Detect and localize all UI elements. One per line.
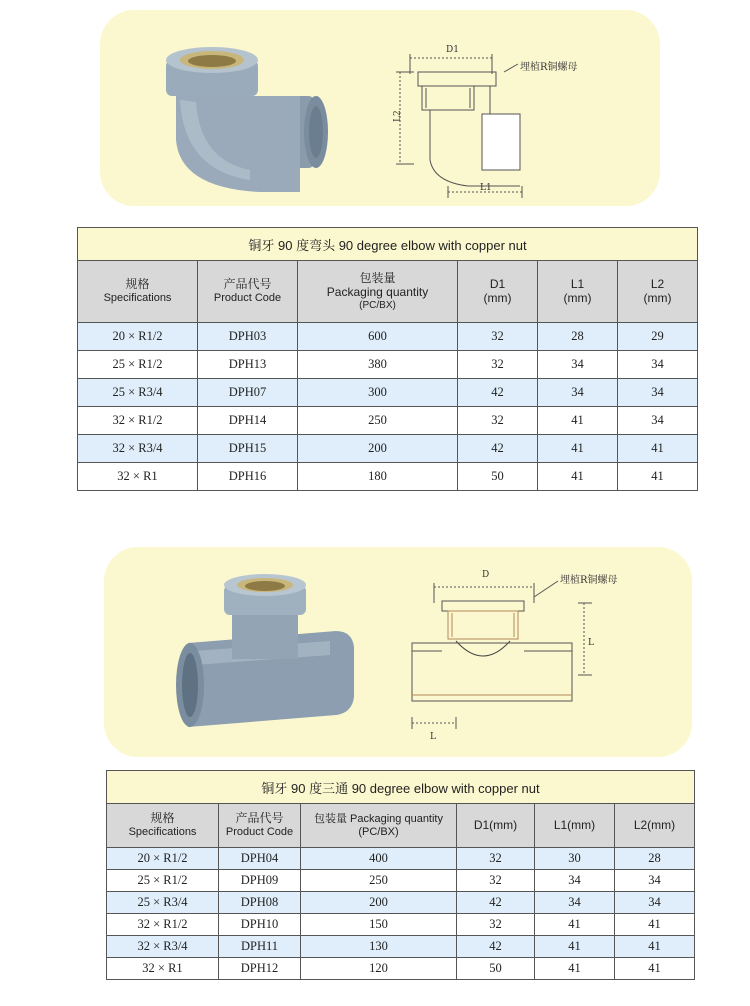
elbow-table-row <box>78 351 698 379</box>
tee-dim-l2: L <box>588 638 594 648</box>
tee-table-row <box>107 892 695 914</box>
elbow-cell-l2: 41 <box>618 463 698 491</box>
tee-cell-l1: 34 <box>535 892 615 914</box>
tee-cell-qty: 130 <box>301 936 457 958</box>
elbow-cell-qty: 200 <box>298 435 458 463</box>
elbow-cell-d1: 42 <box>458 435 538 463</box>
elbow-cell-spec: 25 × R3/4 <box>78 379 198 407</box>
tee-header-spec: 规格 Specifications <box>107 804 219 848</box>
elbow-table-row <box>78 407 698 435</box>
tee-cell-spec: 20 × R1/2 <box>107 848 219 870</box>
elbow-cell-spec: 25 × R1/2 <box>78 351 198 379</box>
tee-cell-code: DPH04 <box>219 848 301 870</box>
tee-cell-d1: 32 <box>457 914 535 936</box>
tee-header-l1: L1(mm) <box>535 804 615 848</box>
elbow-cell-spec: 32 × R1/2 <box>78 407 198 435</box>
elbow-cell-code: DPH16 <box>198 463 298 491</box>
elbow-cell-l1: 28 <box>538 323 618 351</box>
elbow-header-spec: 规格 Specifications <box>78 261 198 323</box>
elbow-table-row <box>78 463 698 491</box>
tee-dim-d1: D <box>482 570 490 580</box>
elbow-cell-l1: 34 <box>538 379 618 407</box>
elbow-cell-qty: 300 <box>298 379 458 407</box>
tee-spec-table <box>106 770 695 980</box>
tee-cell-qty: 400 <box>301 848 457 870</box>
tee-photo <box>176 574 354 727</box>
tee-header-l2: L2(mm) <box>615 804 695 848</box>
elbow-table-row <box>78 435 698 463</box>
tee-cell-d1: 42 <box>457 936 535 958</box>
tee-cell-spec: 32 × R1/2 <box>107 914 219 936</box>
tee-table-row <box>107 958 695 980</box>
product-image-panel-tee <box>104 547 692 757</box>
elbow-cell-spec: 20 × R1/2 <box>78 323 198 351</box>
elbow-technical-drawing <box>396 54 522 198</box>
tee-cell-qty: 250 <box>301 870 457 892</box>
tee-table-row <box>107 914 695 936</box>
tee-technical-drawing <box>412 581 592 729</box>
tee-cell-l1: 30 <box>535 848 615 870</box>
tee-header-d1: D1(mm) <box>457 804 535 848</box>
elbow-cell-code: DPH03 <box>198 323 298 351</box>
tee-cell-d1: 50 <box>457 958 535 980</box>
elbow-cell-l1: 34 <box>538 351 618 379</box>
tee-cell-d1: 42 <box>457 892 535 914</box>
tee-cell-qty: 120 <box>301 958 457 980</box>
tee-cell-l2: 41 <box>615 958 695 980</box>
elbow-dim-l1: L1 <box>480 183 492 193</box>
elbow-table-row <box>78 323 698 351</box>
tee-cell-l1: 41 <box>535 958 615 980</box>
elbow-cell-d1: 42 <box>458 379 538 407</box>
elbow-cell-d1: 32 <box>458 351 538 379</box>
tee-cell-l2: 34 <box>615 892 695 914</box>
tee-cell-code: DPH10 <box>219 914 301 936</box>
product-image-panel-elbow <box>100 10 660 206</box>
tee-table-row <box>107 936 695 958</box>
elbow-cell-qty: 600 <box>298 323 458 351</box>
tee-header-code: 产品代号 Product Code <box>219 804 301 848</box>
tee-cell-l1: 34 <box>535 870 615 892</box>
tee-cell-l1: 41 <box>535 936 615 958</box>
tee-cell-l2: 41 <box>615 936 695 958</box>
tee-table-title: 铜牙 90 度三通 90 degree elbow with copper nut <box>107 771 695 804</box>
elbow-cell-l2: 34 <box>618 407 698 435</box>
elbow-table-row <box>78 379 698 407</box>
elbow-cell-l2: 34 <box>618 351 698 379</box>
tee-dim-l1: L <box>430 732 436 742</box>
tee-cell-code: DPH08 <box>219 892 301 914</box>
elbow-illustrations <box>100 10 660 206</box>
elbow-cell-spec: 32 × R1 <box>78 463 198 491</box>
elbow-cell-qty: 380 <box>298 351 458 379</box>
elbow-header-l1: L1 (mm) <box>538 261 618 323</box>
elbow-header-packaging: 包装量 Packaging quantity (PC/BX) <box>298 261 458 323</box>
elbow-cell-spec: 32 × R3/4 <box>78 435 198 463</box>
tee-cell-l1: 41 <box>535 914 615 936</box>
tee-cell-spec: 32 × R1 <box>107 958 219 980</box>
elbow-dim-l2: L2 <box>393 110 403 122</box>
elbow-cell-code: DPH07 <box>198 379 298 407</box>
elbow-cell-l2: 41 <box>618 435 698 463</box>
elbow-cell-l1: 41 <box>538 407 618 435</box>
tee-cell-spec: 25 × R3/4 <box>107 892 219 914</box>
elbow-header-d1: D1 (mm) <box>458 261 538 323</box>
tee-cell-code: DPH11 <box>219 936 301 958</box>
elbow-cell-l2: 34 <box>618 379 698 407</box>
elbow-spec-table <box>77 227 698 491</box>
elbow-cell-l2: 29 <box>618 323 698 351</box>
elbow-table-title: 铜牙 90 度弯头 90 degree elbow with copper nut <box>78 228 698 261</box>
tee-cell-l2: 41 <box>615 914 695 936</box>
elbow-cell-l1: 41 <box>538 435 618 463</box>
elbow-cell-code: DPH13 <box>198 351 298 379</box>
tee-cell-code: DPH09 <box>219 870 301 892</box>
tee-cell-code: DPH12 <box>219 958 301 980</box>
tee-table-row <box>107 848 695 870</box>
elbow-dim-d1: D1 <box>446 45 459 55</box>
elbow-cell-qty: 250 <box>298 407 458 435</box>
tee-cell-d1: 32 <box>457 870 535 892</box>
elbow-cell-code: DPH14 <box>198 407 298 435</box>
tee-cell-l2: 34 <box>615 870 695 892</box>
tee-cell-qty: 150 <box>301 914 457 936</box>
elbow-cell-d1: 50 <box>458 463 538 491</box>
tee-cell-l2: 28 <box>615 848 695 870</box>
elbow-cell-qty: 180 <box>298 463 458 491</box>
tee-drawing-note: 埋植R铜螺母 <box>560 575 618 586</box>
tee-cell-spec: 25 × R1/2 <box>107 870 219 892</box>
elbow-header-l2: L2 (mm) <box>618 261 698 323</box>
tee-cell-spec: 32 × R3/4 <box>107 936 219 958</box>
elbow-cell-d1: 32 <box>458 407 538 435</box>
elbow-header-code: 产品代号 Product Code <box>198 261 298 323</box>
tee-header-packaging: 包装量 Packaging quantity (PC/BX) <box>301 804 457 848</box>
tee-table-row <box>107 870 695 892</box>
tee-cell-d1: 32 <box>457 848 535 870</box>
tee-cell-qty: 200 <box>301 892 457 914</box>
elbow-cell-code: DPH15 <box>198 435 298 463</box>
elbow-cell-d1: 32 <box>458 323 538 351</box>
elbow-photo <box>166 47 328 192</box>
elbow-cell-l1: 41 <box>538 463 618 491</box>
elbow-drawing-note: 埋植R铜螺母 <box>520 62 578 73</box>
